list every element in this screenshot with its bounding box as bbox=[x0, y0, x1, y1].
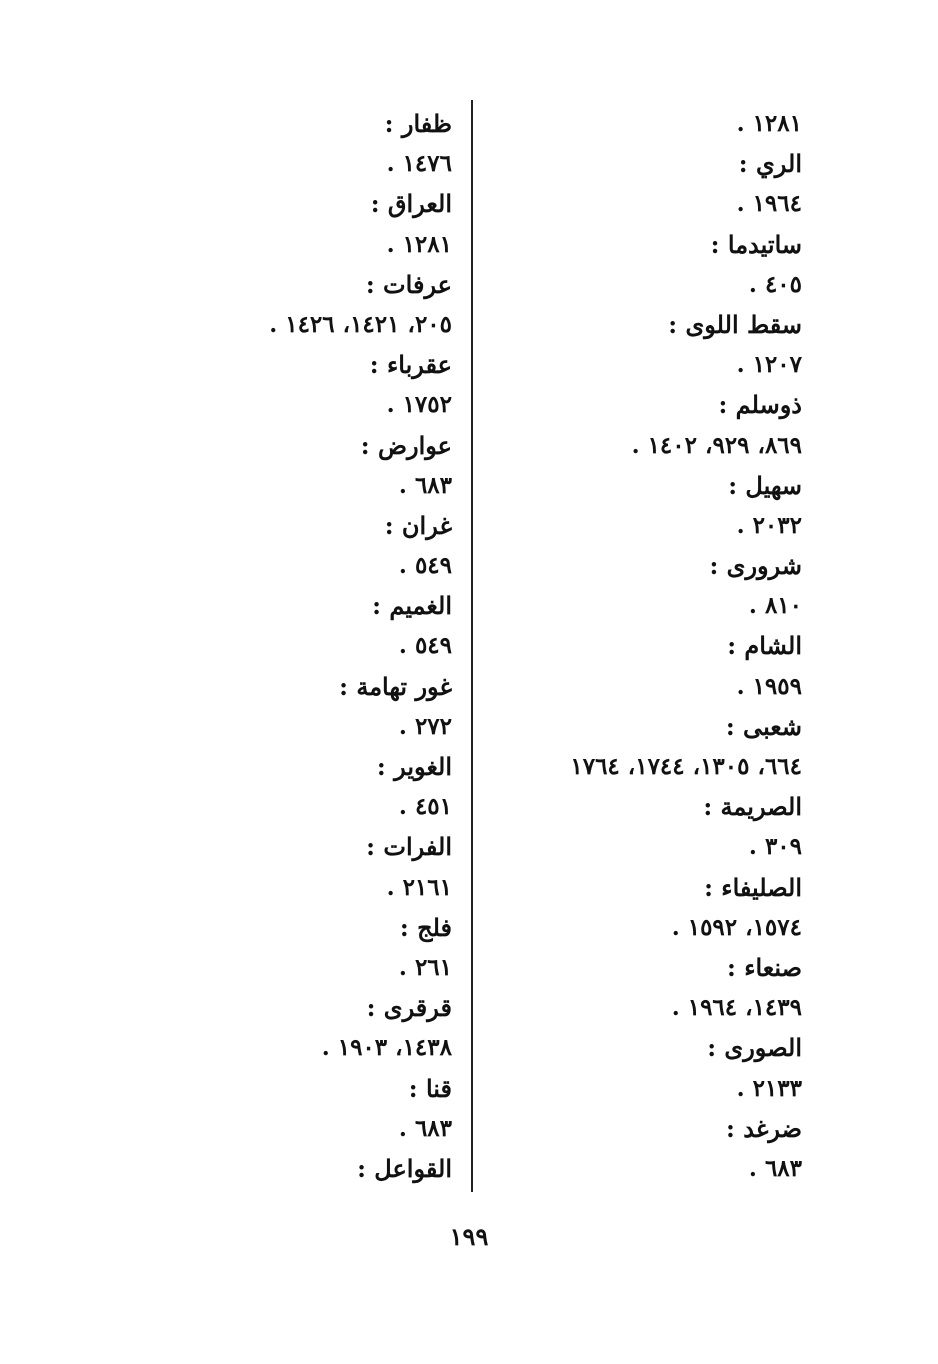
index-entry: ضرغد : bbox=[726, 1113, 802, 1143]
index-line: ١٤٣٩، ١٩٦٤ . bbox=[671, 994, 802, 1022]
index-line: ٦٦٤، ١٣٠٥، ١٧٤٤، ١٧٦٤ bbox=[570, 753, 802, 780]
index-line: ٥٤٩ . bbox=[398, 552, 452, 580]
index-entry: صنعاء : bbox=[726, 952, 802, 982]
index-line: ٢٧٢ . bbox=[398, 712, 452, 740]
index-entry: الري : bbox=[738, 149, 802, 179]
index-entry: شعبى : bbox=[725, 711, 802, 741]
index-entry: غور تهامة : bbox=[339, 671, 452, 701]
index-line: ١٥٧٤، ١٥٩٢ . bbox=[671, 913, 802, 941]
index-entry: فلج : bbox=[399, 912, 452, 942]
index-entry: الفرات : bbox=[366, 832, 452, 862]
right-column bbox=[492, 104, 802, 1189]
index-line: ٦٨٣ . bbox=[398, 471, 452, 499]
page-number: ١٩٩ bbox=[449, 1222, 489, 1251]
index-entry: الصليفاء : bbox=[704, 872, 802, 902]
index-line: ١٢٨١ . bbox=[736, 110, 802, 137]
index-line: ١٢٠٧ . bbox=[736, 351, 802, 379]
index-line: ٣٠٩ . bbox=[748, 833, 802, 861]
index-entry: عقرباء : bbox=[369, 350, 452, 380]
index-entry: الغميم : bbox=[372, 591, 452, 621]
index-line: ١٩٥٩ . bbox=[736, 672, 802, 700]
index-line: ٦٨٣ . bbox=[748, 1154, 802, 1182]
index-line: ٢٠٣٢ . bbox=[736, 511, 802, 539]
index-entry: عوارض : bbox=[360, 430, 452, 460]
index-entry: سهيل : bbox=[728, 470, 802, 500]
index-line: ١٤٣٨، ١٩٠٣ . bbox=[321, 1034, 452, 1062]
index-line: ١٩٦٤ . bbox=[736, 190, 802, 218]
column-divider bbox=[471, 100, 473, 1192]
index-entry: الشام : bbox=[727, 631, 802, 661]
index-line: ٥٤٩ . bbox=[398, 632, 452, 660]
index-entry: سقط اللوى : bbox=[668, 309, 802, 339]
index-entry: ذوسلم : bbox=[718, 390, 802, 420]
index-line: ٢٦١ . bbox=[398, 953, 452, 981]
index-entry: الصورى : bbox=[707, 1033, 802, 1063]
index-line: ٢٠٥، ١٤٢١، ١٤٢٦ . bbox=[269, 310, 452, 338]
left-column bbox=[152, 104, 452, 1189]
index-entry: قرقرى : bbox=[366, 993, 452, 1023]
index-line: ٢١٦١ . bbox=[386, 873, 452, 901]
index-entry: العراق : bbox=[370, 189, 452, 219]
index-line: ٨٦٩، ٩٢٩، ١٤٠٢ . bbox=[631, 431, 802, 459]
index-entry: الغوير : bbox=[376, 752, 452, 781]
index-entry: ساتيدما : bbox=[710, 229, 802, 259]
index-line: ١٤٧٦ . bbox=[386, 150, 452, 178]
index-line: ٢١٣٣ . bbox=[736, 1074, 802, 1102]
index-entry: ظفار : bbox=[384, 109, 452, 138]
index-line: ١٧٥٢ . bbox=[386, 391, 452, 419]
index-entry: القواعل : bbox=[357, 1153, 452, 1183]
index-line: ٤٥١ . bbox=[398, 793, 452, 821]
index-line: ٨١٠ . bbox=[748, 592, 802, 620]
index-entry: شرورى : bbox=[709, 551, 802, 581]
index-line: ١٢٨١ . bbox=[386, 230, 452, 258]
index-line: ٤٠٥ . bbox=[748, 270, 802, 298]
index-entry: الصريمة : bbox=[703, 792, 802, 822]
index-line: ٦٨٣ . bbox=[398, 1114, 452, 1142]
index-entry: قنا : bbox=[408, 1073, 452, 1103]
index-entry: عرفات : bbox=[365, 269, 452, 299]
index-entry: غران : bbox=[384, 510, 452, 540]
